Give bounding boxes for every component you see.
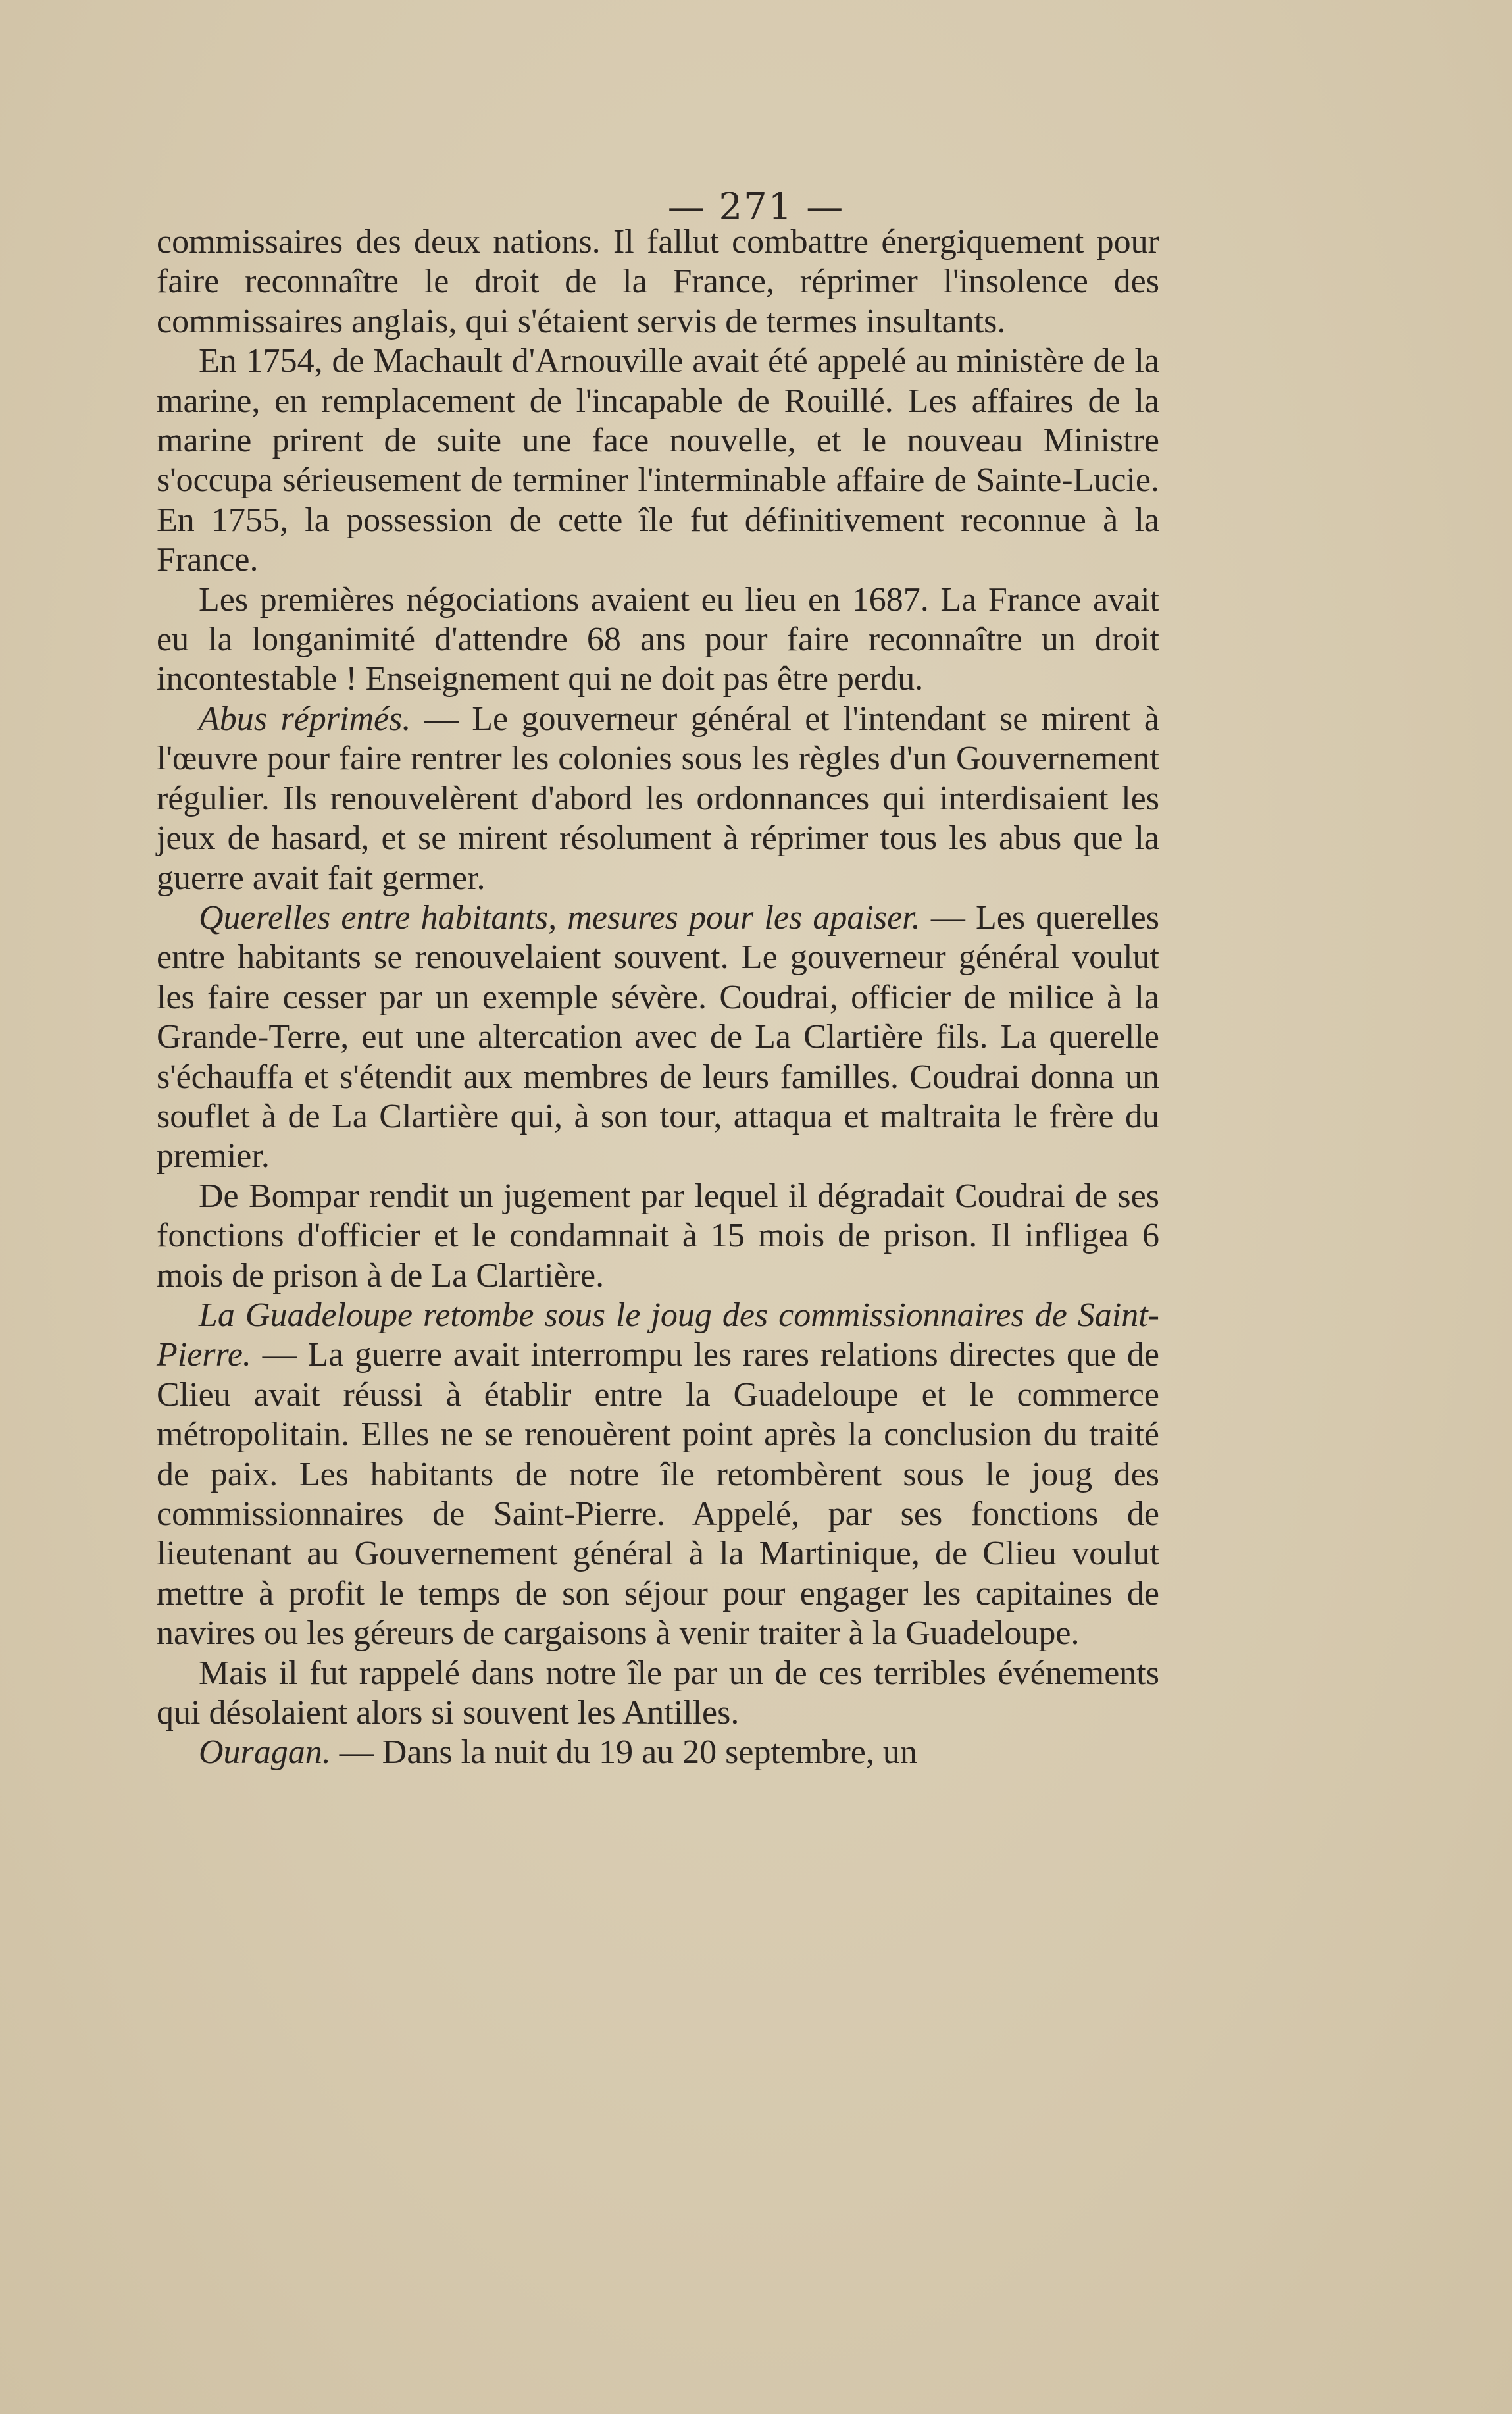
paragraph-6 [157,1177,1159,1296]
paragraph-text: — Les querelles entre habitants se renouvelaient souvent. Le gouverneur général voulut les faire cesser par un exemple sévère. Coudrai, officier de milice à la Grande-Terre, eut une altercation avec de La Clartière fils. La querelle s'échauffa et s'étendit aux membres de leurs familles. Coudrai donna un souflet à de La Clartière qui, à son tour, attaqua et maltraita le frère du premier. [157,898,1159,1175]
paragraph-text: Les premières négociations avaient eu lieu en 1687. La France avait eu la longanimité d'attendre 68 ans pour faire reconnaître un droit incontestable ! Enseignement qui ne doit pas être perdu. [157,580,1159,698]
paragraph-text: commissaires des deux nations. Il fallut combattre énergiquement pour faire reconnaître le droit de la France, réprimer l'insolence des commissaires anglais, qui s'étaient servis de termes insultants. [157,223,1159,340]
section-heading: Querelles entre habitants, mesures pour les apaiser. [199,898,920,937]
paragraph-5 [157,898,1159,1177]
paragraph-7 [157,1296,1159,1654]
section-heading: Ouragan. [199,1733,331,1772]
paragraph-3 [157,580,1159,700]
paragraph-text: — Le gouverneur général et l'intendant se mirent à l'œuvre pour faire rentrer les colonies sous les règles d'un Gouvernement régulier. Ils renouvelèrent d'abord les ordonnances qui interdisaient les jeux de hasard, et se mirent résolument à réprimer tous les abus que la guerre avait fait germer. [157,700,1159,897]
paragraph-2 [157,342,1159,580]
body-text [157,222,1159,1773]
section-heading: La Guadeloupe retombe sous le joug des commissionnaires de Saint-Pierre. [157,1296,1159,1374]
paragraph-text: En 1754, de Machault d'Arnouville avait été appelé au ministère de la marine, en remplacement de l'incapable de Rouillé. Les affaires de la marine prirent de suite une face nouvelle, et le nouveau Ministre s'occupa sérieusement de terminer l'interminable affaire de Sainte-Lucie. En 1755, la possession de cette île fut définitivement reconnue à la France. [157,342,1159,579]
paragraph-text: — Dans la nuit du 19 au 20 septembre, un [330,1733,917,1772]
paragraph-8 [157,1654,1159,1733]
paragraph-4 [157,700,1159,898]
page-number: — 271 — [667,186,845,228]
section-heading: Abus réprimés. [199,700,411,738]
paragraph-text: — La guerre avait interrompu les rares relations directes que de Clieu avait réussi à établir entre la Guadeloupe et le commerce métropolitain. Elles ne se renouèrent point après la conclusion du traité de paix. Les habitants de notre île retombèrent sous le joug des commissionnaires de Saint-Pierre. Appelé, par ses fonctions de lieutenant au Gouvernement général à la Martinique, de Clieu voulut mettre à profit le temps de son séjour pour engager les capitaines de navires ou les géreurs de cargaisons à venir traiter à la Guadeloupe. [157,1336,1159,1653]
paragraph-1 [157,222,1159,342]
paragraph-text: Mais il fut rappelé dans notre île par un de ces terribles événements qui désolaient alors si souvent les Antilles. [157,1654,1159,1732]
paragraph-text: De Bompar rendit un jugement par lequel il dégradait Coudrai de ses fonctions d'officier et le condamnait à 15 mois de prison. Il infligea 6 mois de prison à de La Clartière. [157,1177,1159,1295]
paragraph-9 [157,1733,1159,1772]
